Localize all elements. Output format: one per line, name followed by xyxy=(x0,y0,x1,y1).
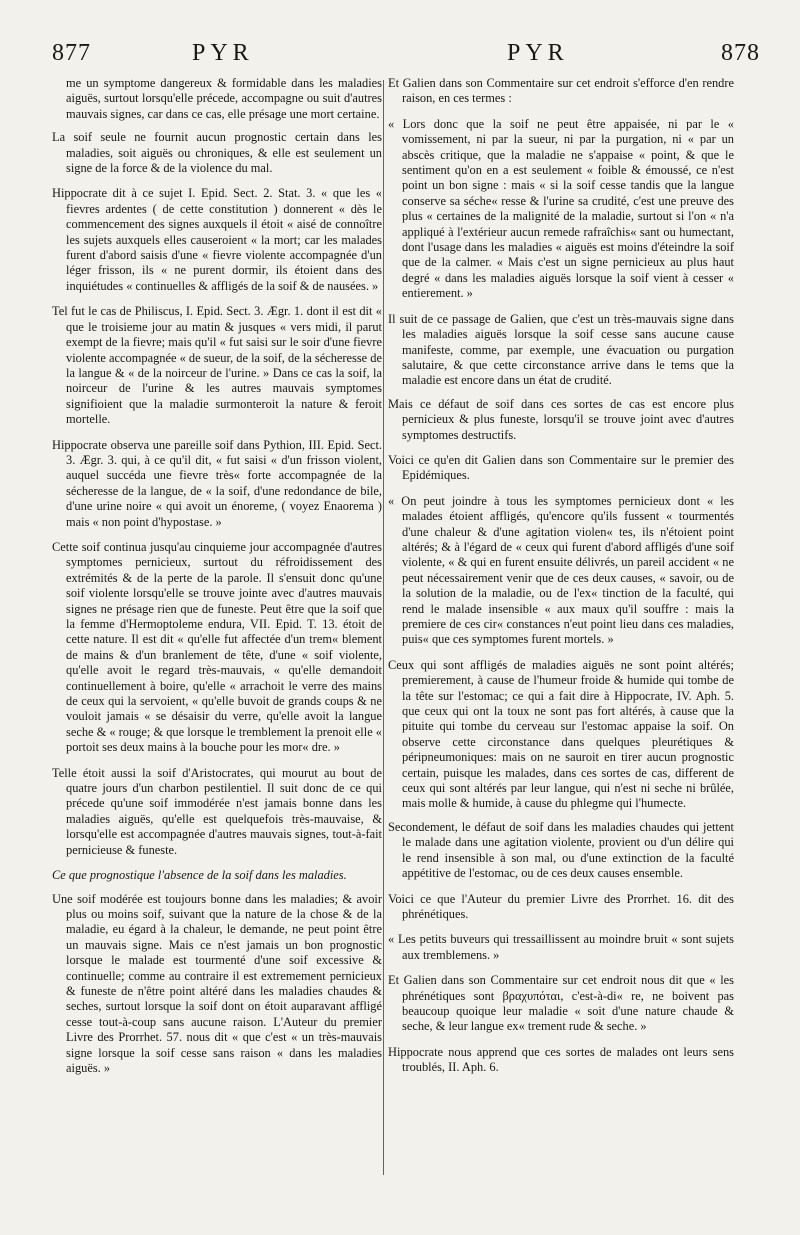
paragraph: Voici ce qu'en dit Galien dans son Commentaire sur le premier des Epidémiques. xyxy=(388,452,734,483)
paragraph: Il suit de ce passage de Galien, que c'est un très-mauvais signe dans les maladies aiguës lorsque la soif cesse sans aucune cause manifeste, comme, par exemple, une évacuation ou purgation salutaire, & que cette circonstance arrive dans le tems que la maladie est encore dans un état de crudité. xyxy=(388,311,734,388)
paragraph: Cette soif continua jusqu'au cinquieme jour accompagnée d'autres symptomes pernicieux, surtout du réfroidissement des extrémités & de la perte de la parole. Il s'ensuit donc qu'une soif violente lorsqu'elle se trouve jointe avec d'autres mauvais signes ne présage rien que de funeste. Peut être que la soif que la femme d'Hermoptoleme endura, VII. Epid. T. 13. étoit de cette nature. Il est dit « qu'elle fut affectée d'un trem« blement de mains & d'un branlement de tête, d'une « soif violente, qu'elle avoit le regard très-mauvais, « qu'elle demandoit continuellement à boire, qu'elle « arrachoit le verre des mains de ceux qui la servoient, « qu'elle buvoit de grands coups & ne vouloit jamais « se désaisir du verre, qu'elle avoit la langue seche & « rouge; & que lorsque le tremblement la prenoit elle « portoit ses deux mains à la bouche pour les mor« dre. » xyxy=(52,539,382,755)
paragraph: me un symptome dangereux & formidable dans les maladies aiguës, surtout lorsqu'elle précede, accompagne ou suit d'autres mauvais signes, car dans ce cas, elle présage une mort certaine. xyxy=(66,76,382,121)
column-divider xyxy=(383,80,384,1175)
quotation: « Lors donc que la soif ne peut être appaisée, ni par le « vomissement, ni par la sueur, ni par la purgation, ni « par un abscès critique, que la maladie ne s'appaise « point, & que le sentiment qu'on en a est seulement « foible & émoussé, ce n'est point un bon signe : mais « si la soif cesse tandis que la langue conserve sa séche« resse & l'urine sa crudité, c'est une preuve des plus « certaines de la malignité de la maladie, surtout si l'on « n'a appliqué à l'extérieur aucun remede rafraîchis« sant ou humectant, dont l'usage dans les maladies « aiguës est moins d'éteindre la soif que de la calmer. « Mais c'est un signe pernicieux au plus haut degré « dans les maladies aiguës lorsque la soif vient à cesser « entierement. » xyxy=(388,116,734,301)
paragraph: Tel fut le cas de Philiscus, I. Epid. Sect. 3. Ægr. 1. dont il est dit « que le troisieme jour au matin & jusques « vers midi, il parut exempt de la fievre; mais qu'il « fut saisi sur le soir d'une fievre violente accompagnée « de sueur, de la soif, de la sécheresse de la langue & « de la noirceur de l'urine. » Dans ce cas la soif, la noirceur de l'urine & les autres mauvais symptomes signifioient que la maladie surmonteroit la nature & feroit mortelle. xyxy=(52,304,382,427)
paragraph: Mais ce défaut de soif dans ces sortes de cas est encore plus pernicieux & plus funeste, lorsqu'il se trouve joint avec d'autres symptomes destructifs. xyxy=(388,396,734,442)
right-column xyxy=(388,76,734,1175)
left-column xyxy=(52,76,382,1175)
paragraph: Voici ce que l'Auteur du premier Livre des Prorrhet. 16. dit des phrénétiques. xyxy=(388,891,734,921)
quotation: « Les petits buveurs qui tressaillissent au moindre bruit « sont sujets aux tremblemens. » xyxy=(388,932,734,962)
section-heading: Ce que prognostique l'absence de la soif dans les maladies. xyxy=(52,868,347,883)
running-header xyxy=(52,40,760,78)
paragraph: Une soif modérée est toujours bonne dans les maladies; & avoir plus ou moins soif, suivant que la nature de la chose & de la maladie, eu égard à la chaleur, le demande, ne peut point être un mauvais signe. Mais ce n'est jamais un bon prognostic lorsque le malade est tourmenté d'une soif excessive & continuelle; comme au contraire il est extremement pernicieux & funeste de n'être point altéré dans les maladies chaudes & seches, surtout lorsque la soif dont on étoit auparavant affligé cesse tout-à-coup sans aucune raison. L'Auteur du premier Livre des Prorrhet. 57. nous dit « que c'est « un très-mauvais signe lorsque la soif cesse sans raison « dans les maladies aiguës. » xyxy=(52,891,382,1075)
paragraph: Telle étoit aussi la soif d'Aristocrates, qui mourut au bout de quatre jours d'un charbon pestilentiel. Il suit donc de ce qui précede qu'une soif immodérée n'est jamais bonne dans les maladies aiguës, qu'elle est quelquefois très-mauvaise, & lorsqu'elle est accompagnée d'autres mauvais signes, tout-à-fait pernicieuse & funeste. xyxy=(52,765,382,857)
quotation: « On peut joindre à tous les symptomes pernicieux dont « les malades étoient affligés, qu'encore qu'ils fussent « tourmentés d'une chaleur & d'une agitation violen« tes, ils n'étoient point altérés; & à l'égard de « ceux qui furent d'abord affligés d'une soif violente, « & qui en furent ensuite délivrés, un pareil accident « ne peut nécessairement venir que de ces deux causes, « savoir, ou de la solution de la maladie, ou de l'ex« tinction de la faculté, qui rend le malade insensible « aux maux qu'il souffre : mais la premiere de ces cir« constances n'eut point lieu dans ces maladies, puis« que ces symptomes furent mortels. » xyxy=(388,493,734,647)
right-page-number: 878 xyxy=(721,40,760,66)
paragraph: Secondement, le défaut de soif dans les maladies chaudes qui jettent le malade dans une agitation violente, provient ou d'un délire qui le rend insensible à son mal, ou d'une extinction de la faculté appétitive de l'estomac, ou de ces deux causes ensemble. xyxy=(388,819,734,881)
paragraph: Hippocrate nous apprend que ces sortes de malades ont leurs sens troublés, II. Aph. 6. xyxy=(388,1044,734,1075)
paragraph: Ceux qui sont affligés de maladies aiguës ne sont point altérés; premierement, à cause de l'humeur froide & humide qui tombe de la tête sur l'estomac; ce qui a fait dire à Hippocrate, IV. Aph. 5. que ceux qui ont la toux ne sont pas fort altérés, à cause que la pituite qui tombe du cerveau sur l'estomac appaise la soif. On observe cette circonstance dans quelques pleurétiques & péripneumoniques: mais on ne sauroit en tirer aucun prognostic certain, puisque les malades, dans ces sortes de cas, different de ceux qui sont altérés par leur langue, qui n'est ni seche ni brûlée, mais molle & humide, à cause du phlegme qui l'humecte. xyxy=(388,657,734,811)
left-page-number: 877 xyxy=(52,40,91,66)
paragraph: Hippocrate observa une pareille soif dans Pythion, III. Epid. Sect. 3. Ægr. 3. qui, à ce qu'il dit, « fut saisi « d'un frisson violent, auquel succéda une fievre très« forte accompagnée de la sécheresse de la langue, de « la soif, d'une redondance de bile, d'une urine noire « qui avoit un énoreme, ( voyez Enaorema ) mais « non point d'hypostase. » xyxy=(52,437,382,529)
paragraph: Hippocrate dit à ce sujet I. Epid. Sect. 2. Stat. 3. « que les « fievres ardentes ( de cette constitution ) donnerent « dès le commencement des signes auxquels il étoit « aisé de connoître les sujets auxquels elles causeroient « la mort; car les malades furent d'abord saisis d'une « fievre violente accompagnée d'un léger frisson, ils « ne purent dormir, ils étoient dans des inquiétudes « continuelles & affligés de la soif & de nausées. » xyxy=(52,186,382,293)
left-running-head: PYR xyxy=(192,40,254,66)
right-running-head: PYR xyxy=(507,40,569,66)
paragraph: La soif seule ne fournit aucun prognostic certain dans les maladies, soit aiguës ou chroniques, & elle est seulement un signe de la force & de la violence du mal. xyxy=(52,130,382,176)
paragraph: Et Galien dans son Commentaire sur cet endroit s'efforce d'en rendre raison, en ces termes : xyxy=(388,76,734,106)
paragraph: Et Galien dans son Commentaire sur cet endroit nous dit que « les phrénétiques sont βραχυπόται, c'est-à-di« re, ne boivent pas beaucoup quoique leur maladie « soit d'une nature chaude & seche, & leur langue ex« trement rude & seche. » xyxy=(388,973,734,1034)
